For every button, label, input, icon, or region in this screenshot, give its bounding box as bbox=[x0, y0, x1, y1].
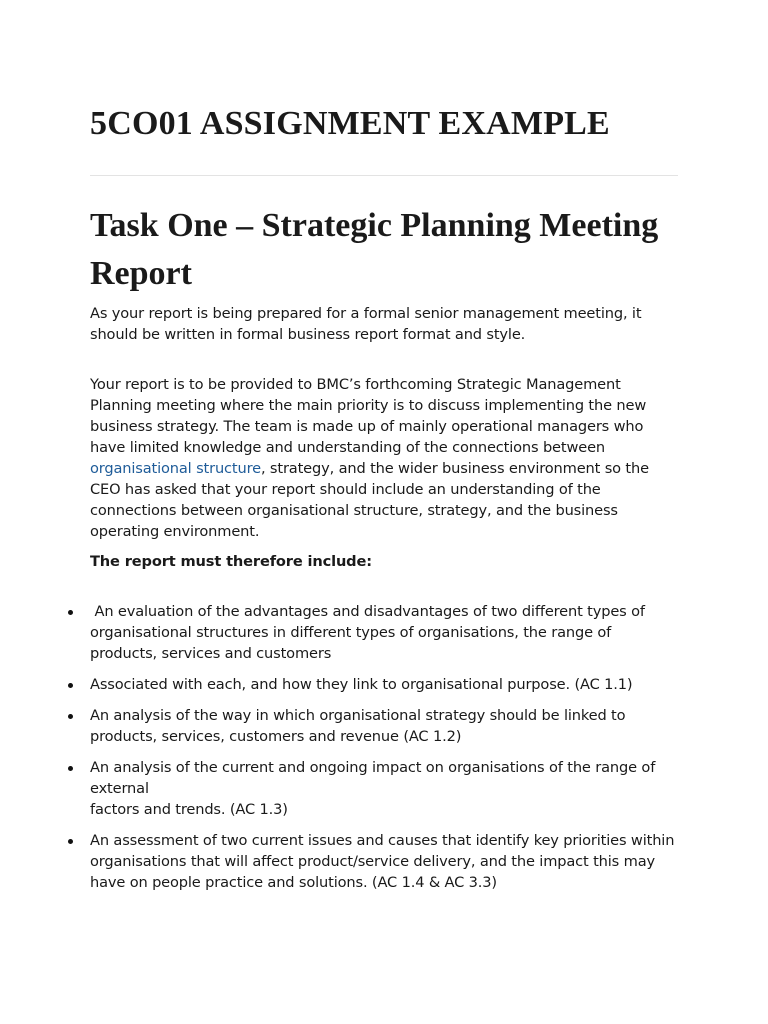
list-item-text: An evaluation of the advantages and disadvantages of two different types of organisational structures in different types of organisations, the range of products, services and customers bbox=[90, 603, 645, 662]
bullet-icon bbox=[68, 766, 73, 771]
context-text-before-link: Your report is to be provided to BMC’s forthcoming Strategic Management Planning meeting where the main priority is to discuss implementing the new business strategy. The team is made up of mainly operational managers who have limited knowledge and understanding of the connections between bbox=[90, 376, 647, 456]
requirements-list bbox=[66, 601, 678, 903]
task-heading: Task One – Strategic Planning Meeting Report bbox=[90, 207, 659, 292]
list-item-text: An analysis of the way in which organisational strategy should be linked to products, services, customers and revenue (AC 1.2) bbox=[90, 707, 626, 745]
list-item-text: An analysis of the current and ongoing impact on organisations of the range of external factors and trends. (AC 1.3) bbox=[90, 759, 656, 818]
list-item-text: Associated with each, and how they link to organisational purpose. (AC 1.1) bbox=[90, 676, 633, 693]
bullet-icon bbox=[68, 683, 73, 688]
context-text-after-link: , strategy, and the wider business environment so the CEO has asked that your report should include an understanding of the connections between organisational structure, strategy, and the business operating environment. bbox=[90, 460, 649, 540]
intro-paragraph: As your report is being prepared for a formal senior management meeting, it should be written in formal business report format and style. bbox=[90, 305, 642, 343]
include-heading: The report must therefore include: bbox=[90, 553, 372, 570]
list-item bbox=[66, 757, 678, 820]
list-item bbox=[66, 830, 678, 893]
document-title: 5CO01 ASSIGNMENT EXAMPLE bbox=[90, 105, 610, 142]
bullet-icon bbox=[68, 714, 73, 719]
title-divider bbox=[90, 175, 678, 176]
list-item bbox=[66, 705, 678, 747]
list-item bbox=[66, 674, 678, 695]
list-item-text: An assessment of two current issues and causes that identify key priorities within organisations that will affect product/service delivery, and the impact this may have on people practice and solutions. (AC 1.4 & AC 3.3) bbox=[90, 832, 675, 891]
organisational-structure-link[interactable]: organisational structure bbox=[90, 460, 261, 477]
list-item bbox=[66, 601, 678, 664]
bullet-icon bbox=[68, 610, 73, 615]
bullet-icon bbox=[68, 839, 73, 844]
context-paragraph bbox=[90, 374, 680, 542]
